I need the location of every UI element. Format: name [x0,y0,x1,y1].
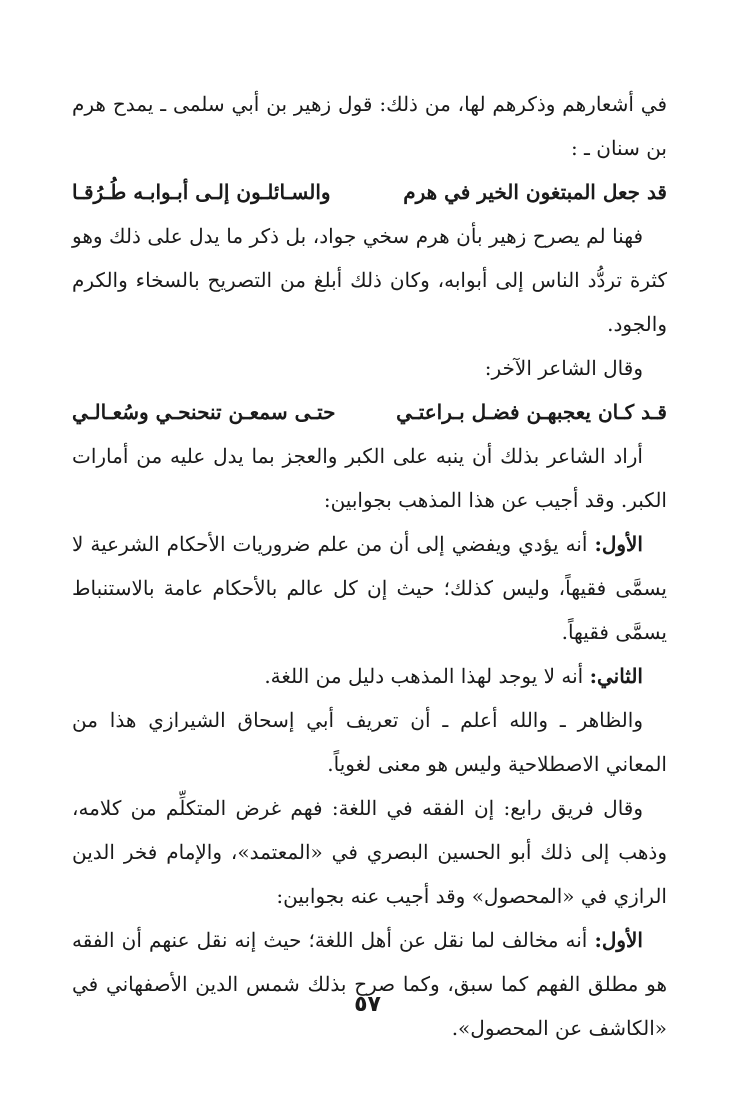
paragraph-apparent-view: والظاهر ـ والله أعلم ـ أن تعريف أبي إسحاق الشيرازي هذا من المعاني الاصطلاحية وليس هو معنى لغوياً. [72,708,667,776]
verse-other-first-hemistich: قـد كـان يعجبهـن فضـل بـراعتـي [396,400,667,424]
verse-zuhair-first-hemistich: قد جعل المبتغون الخير في هرم [403,180,667,204]
verse-other-second-hemistich: حتـى سمعـن تنحنحـي وسُعـالـي [72,400,336,424]
paragraph-explanation: فهنا لم يصرح زهير بأن هرم سخي جواد، بل ذكر ما يدل على ذلك وهو كثرة تردُّد الناس إلى أبوابه، وكان ذلك أبلغ من التصريح بالسخاء والكرم والجود. [72,224,667,336]
first-answer-text: أنه يؤدي ويفضي إلى أن من علم ضروريات الأحكام الشرعية لا يسمَّى فقيهاً، وليس كذلك؛ حيث إن كل عالم بالأحكام عامة بالاستنباط يسمَّى فقيهاً. [72,532,667,644]
second-answer-text: أنه لا يوجد لهذا المذهب دليل من اللغة. [264,664,590,688]
third-answer-lead: الأول: [594,928,643,952]
first-answer-lead: الأول: [594,532,643,556]
paragraph-second-answer [72,654,667,698]
paragraph-first-answer [72,522,667,654]
verse-zuhair-second-hemistich: والسـائلـون إلـى أبـوابـه طُـرُقـا [72,180,331,204]
paragraph-fourth-group: وقال فريق رابع: إن الفقه في اللغة: فهم غرض المتكلِّم من كلامه، وذهب إلى ذلك أبو الحسين البصري في «المعتمد»، والإمام فخر الدين الرازي في «المحصول» وقد أجيب عنه بجوابين: [72,796,667,908]
verse-zuhair [72,170,667,214]
third-answer-text: أنه مخالف لما نقل عن أهل اللغة؛ حيث إنه نقل عنهم أن الفقه هو مطلق الفهم كما سبق، وكما صرح بذلك شمس الدين الأصفهاني في «الكاشف عن المحصول». [72,928,667,1040]
second-answer-lead: الثاني: [589,664,643,688]
paragraph-third-answer [72,918,667,1050]
page-number: ٥٧ [354,992,381,1017]
verse-other-poet [72,390,667,434]
paragraph-intro: في أشعارهم وذكرهم لها، من ذلك: قول زهير بن أبي سلمى ـ يمدح هرم بن سنان ـ : [72,92,667,160]
paragraph-other-poet: وقال الشاعر الآخر: [484,356,643,380]
paragraph-poet-intent: أراد الشاعر بذلك أن ينبه على الكبر والعجز بما يدل عليه من أمارات الكبر. وقد أجيب عن هذا المذهب بجوابين: [72,444,667,512]
